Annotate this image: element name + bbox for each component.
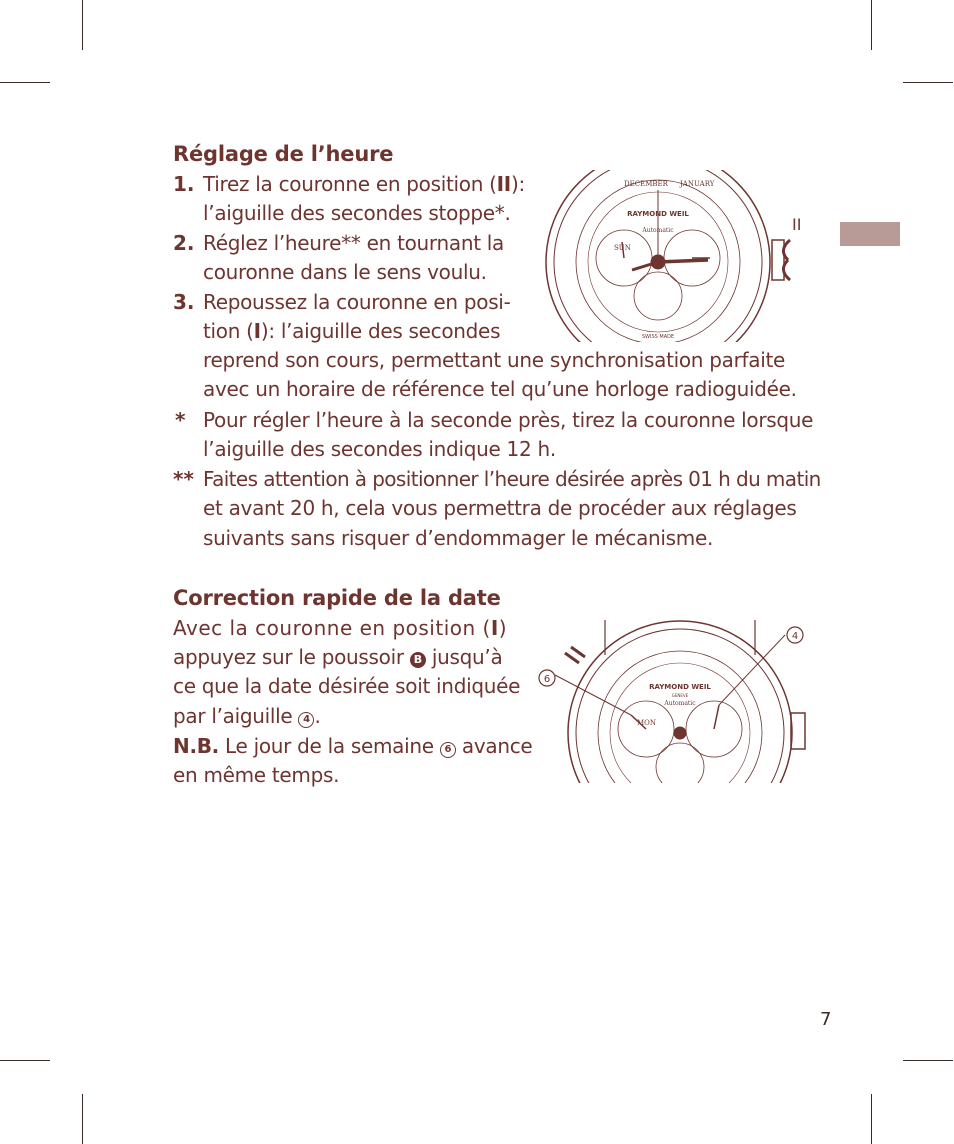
step-1-line-2: l’aiguille des secondes stoppe*. [203, 201, 511, 225]
date-line-3: ce que la date désirée soit indiquée [173, 674, 521, 698]
date-line-4: par l’aiguille 4 . [173, 704, 321, 728]
step-3-line-3: reprend son cours, permettant une synchronisation parfaite [203, 348, 786, 372]
nb-line-2: en même temps. [173, 763, 340, 787]
watch-swiss: SWISS MADE [641, 334, 675, 340]
language-tab-marker [840, 222, 900, 246]
watch-brand: RAYMOND WEIL [649, 683, 711, 691]
crop-mark-top-right-h [903, 82, 953, 83]
date-line-1: Avec la couronne en position (I) [173, 616, 508, 640]
note-mark: ** [173, 467, 194, 491]
note-2-line-2: et avant 20 h, cela vous permettra de procéder aux réglages [203, 496, 797, 520]
nb-line-1: N.B. Le jour de la semaine 6 avance [173, 734, 533, 758]
crop-mark-bottom-right-v [871, 1094, 872, 1144]
step-number: 2. [173, 231, 195, 255]
date-line-2: appuyez sur le poussoir B jusqu’à [173, 645, 503, 669]
crop-mark-top-left-h [0, 82, 50, 83]
section-title-date-correction: Correction rapide de la date [173, 586, 501, 610]
crop-mark-bottom-left-v [82, 1094, 83, 1144]
crop-mark-top-right-v [871, 0, 872, 50]
note-mark: * [175, 408, 186, 432]
step-3-line-4: avec un horaire de référence tel qu’une horloge radioguidée. [203, 377, 797, 401]
callout-6: 6 [543, 674, 551, 685]
note-1-line-2: l’aiguille des secondes indique 12 h. [203, 437, 556, 461]
note-2-line-3: suivants sans risquer d’endommager le mécanisme. [203, 526, 714, 550]
hand-6-icon: 6 [440, 742, 456, 758]
pusher-b-icon: B [410, 652, 426, 668]
watch-day: MON [637, 719, 657, 727]
note-1-line-1: Pour régler l’heure à la seconde près, tirez la couronne lorsque [203, 408, 814, 432]
watch-illustration-time-setting [540, 170, 820, 345]
step-1-line-1: Tirez la couronne en position (II): [203, 172, 525, 196]
step-3-line-1: Repoussez la couronne en posi- [203, 290, 511, 314]
watch-label: Automatic [664, 700, 696, 707]
watch-label: Automatic [642, 227, 674, 234]
watch-brand: RAYMOND WEIL [627, 210, 689, 218]
watch-illustration-date-correction [535, 615, 815, 787]
watch-month: JANUARY [680, 180, 715, 188]
crown-position-label: II [792, 215, 802, 234]
callout-4: 4 [791, 631, 799, 642]
crop-mark-bottom-left-h [0, 1060, 50, 1061]
watch-day: SUN [614, 244, 631, 252]
note-2-line-1: Faites attention à positionner l’heure désirée après 01 h du matin [203, 467, 821, 491]
step-3-line-2: tion (I): l’aiguille des secondes [203, 319, 501, 343]
hand-4-icon: 4 [298, 712, 314, 728]
crop-mark-bottom-right-h [903, 1060, 953, 1061]
step-number: 3. [173, 290, 195, 314]
section-title-time-setting: Réglage de l’heure [173, 142, 394, 166]
crop-mark-top-left-v [82, 0, 83, 50]
watch-city: GENEVE [671, 693, 689, 698]
step-2-line-1: Réglez l’heure** en tournant la [203, 231, 505, 255]
step-2-line-2: couronne dans le sens voulu. [203, 260, 487, 284]
step-number: 1. [173, 172, 195, 196]
watch-month: DECEMBER [624, 180, 668, 188]
page-number: 7 [820, 1009, 832, 1030]
